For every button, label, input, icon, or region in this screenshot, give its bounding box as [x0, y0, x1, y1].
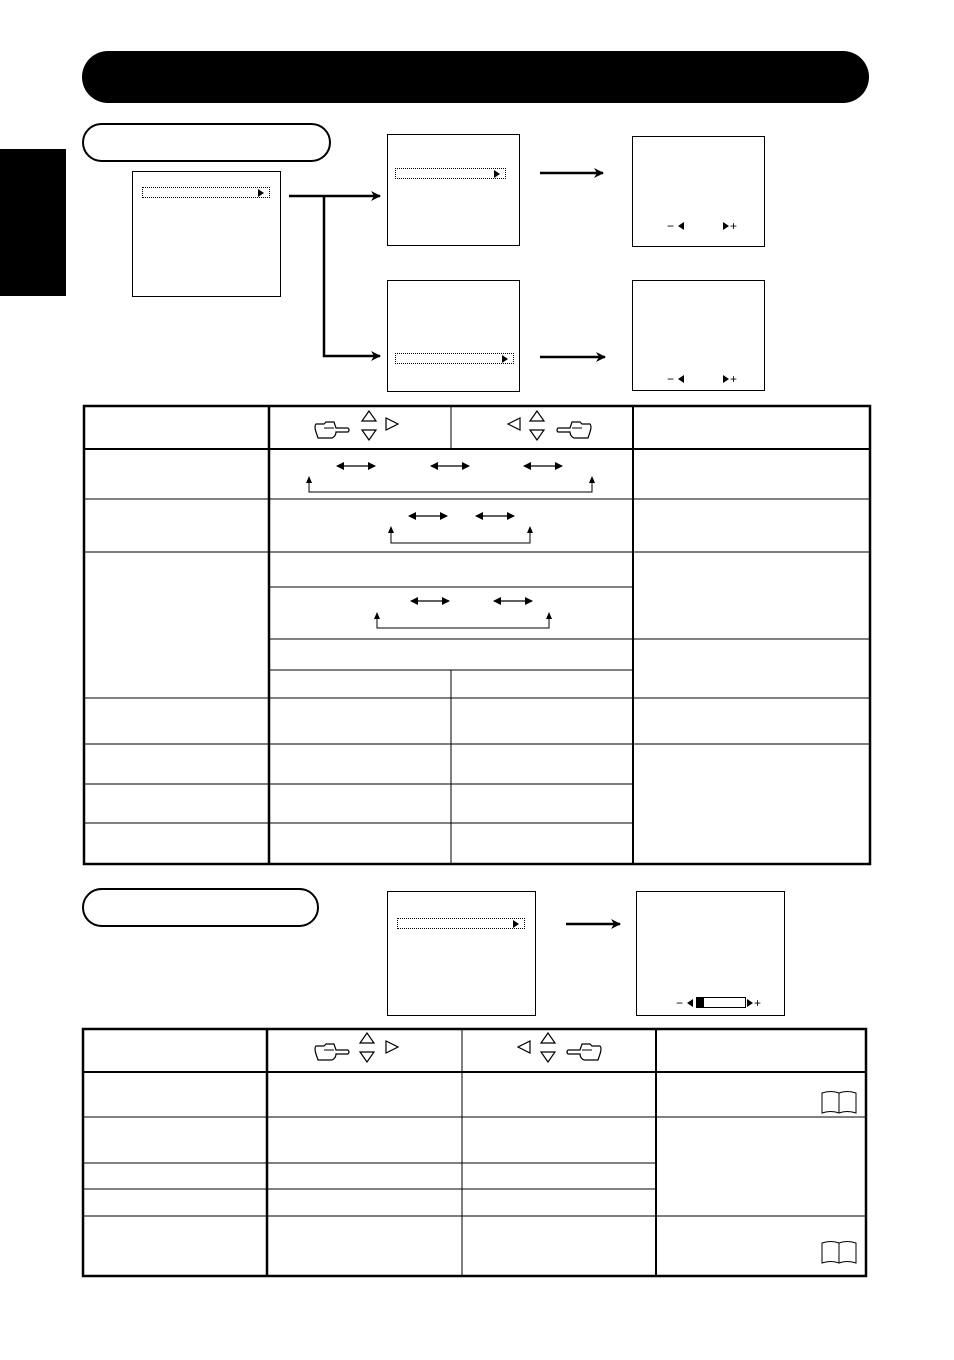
minus-label: −	[667, 219, 675, 233]
minus-label: −	[667, 372, 675, 386]
plus-label: +	[730, 219, 738, 233]
pointing-hand-left-icon	[567, 1044, 601, 1060]
minus-label: −	[676, 996, 684, 1010]
right-triangle-icon	[386, 1041, 398, 1053]
up-down-triangle-icon	[360, 1033, 374, 1062]
book-reference-icon	[822, 1092, 856, 1114]
up-down-triangle-icon	[541, 1033, 555, 1062]
left-triangle-icon	[518, 1041, 530, 1053]
pointing-hand-right-icon	[315, 1044, 349, 1060]
plus-label: +	[730, 372, 738, 386]
book-reference-icon	[822, 1242, 856, 1264]
plus-label: +	[754, 996, 762, 1010]
